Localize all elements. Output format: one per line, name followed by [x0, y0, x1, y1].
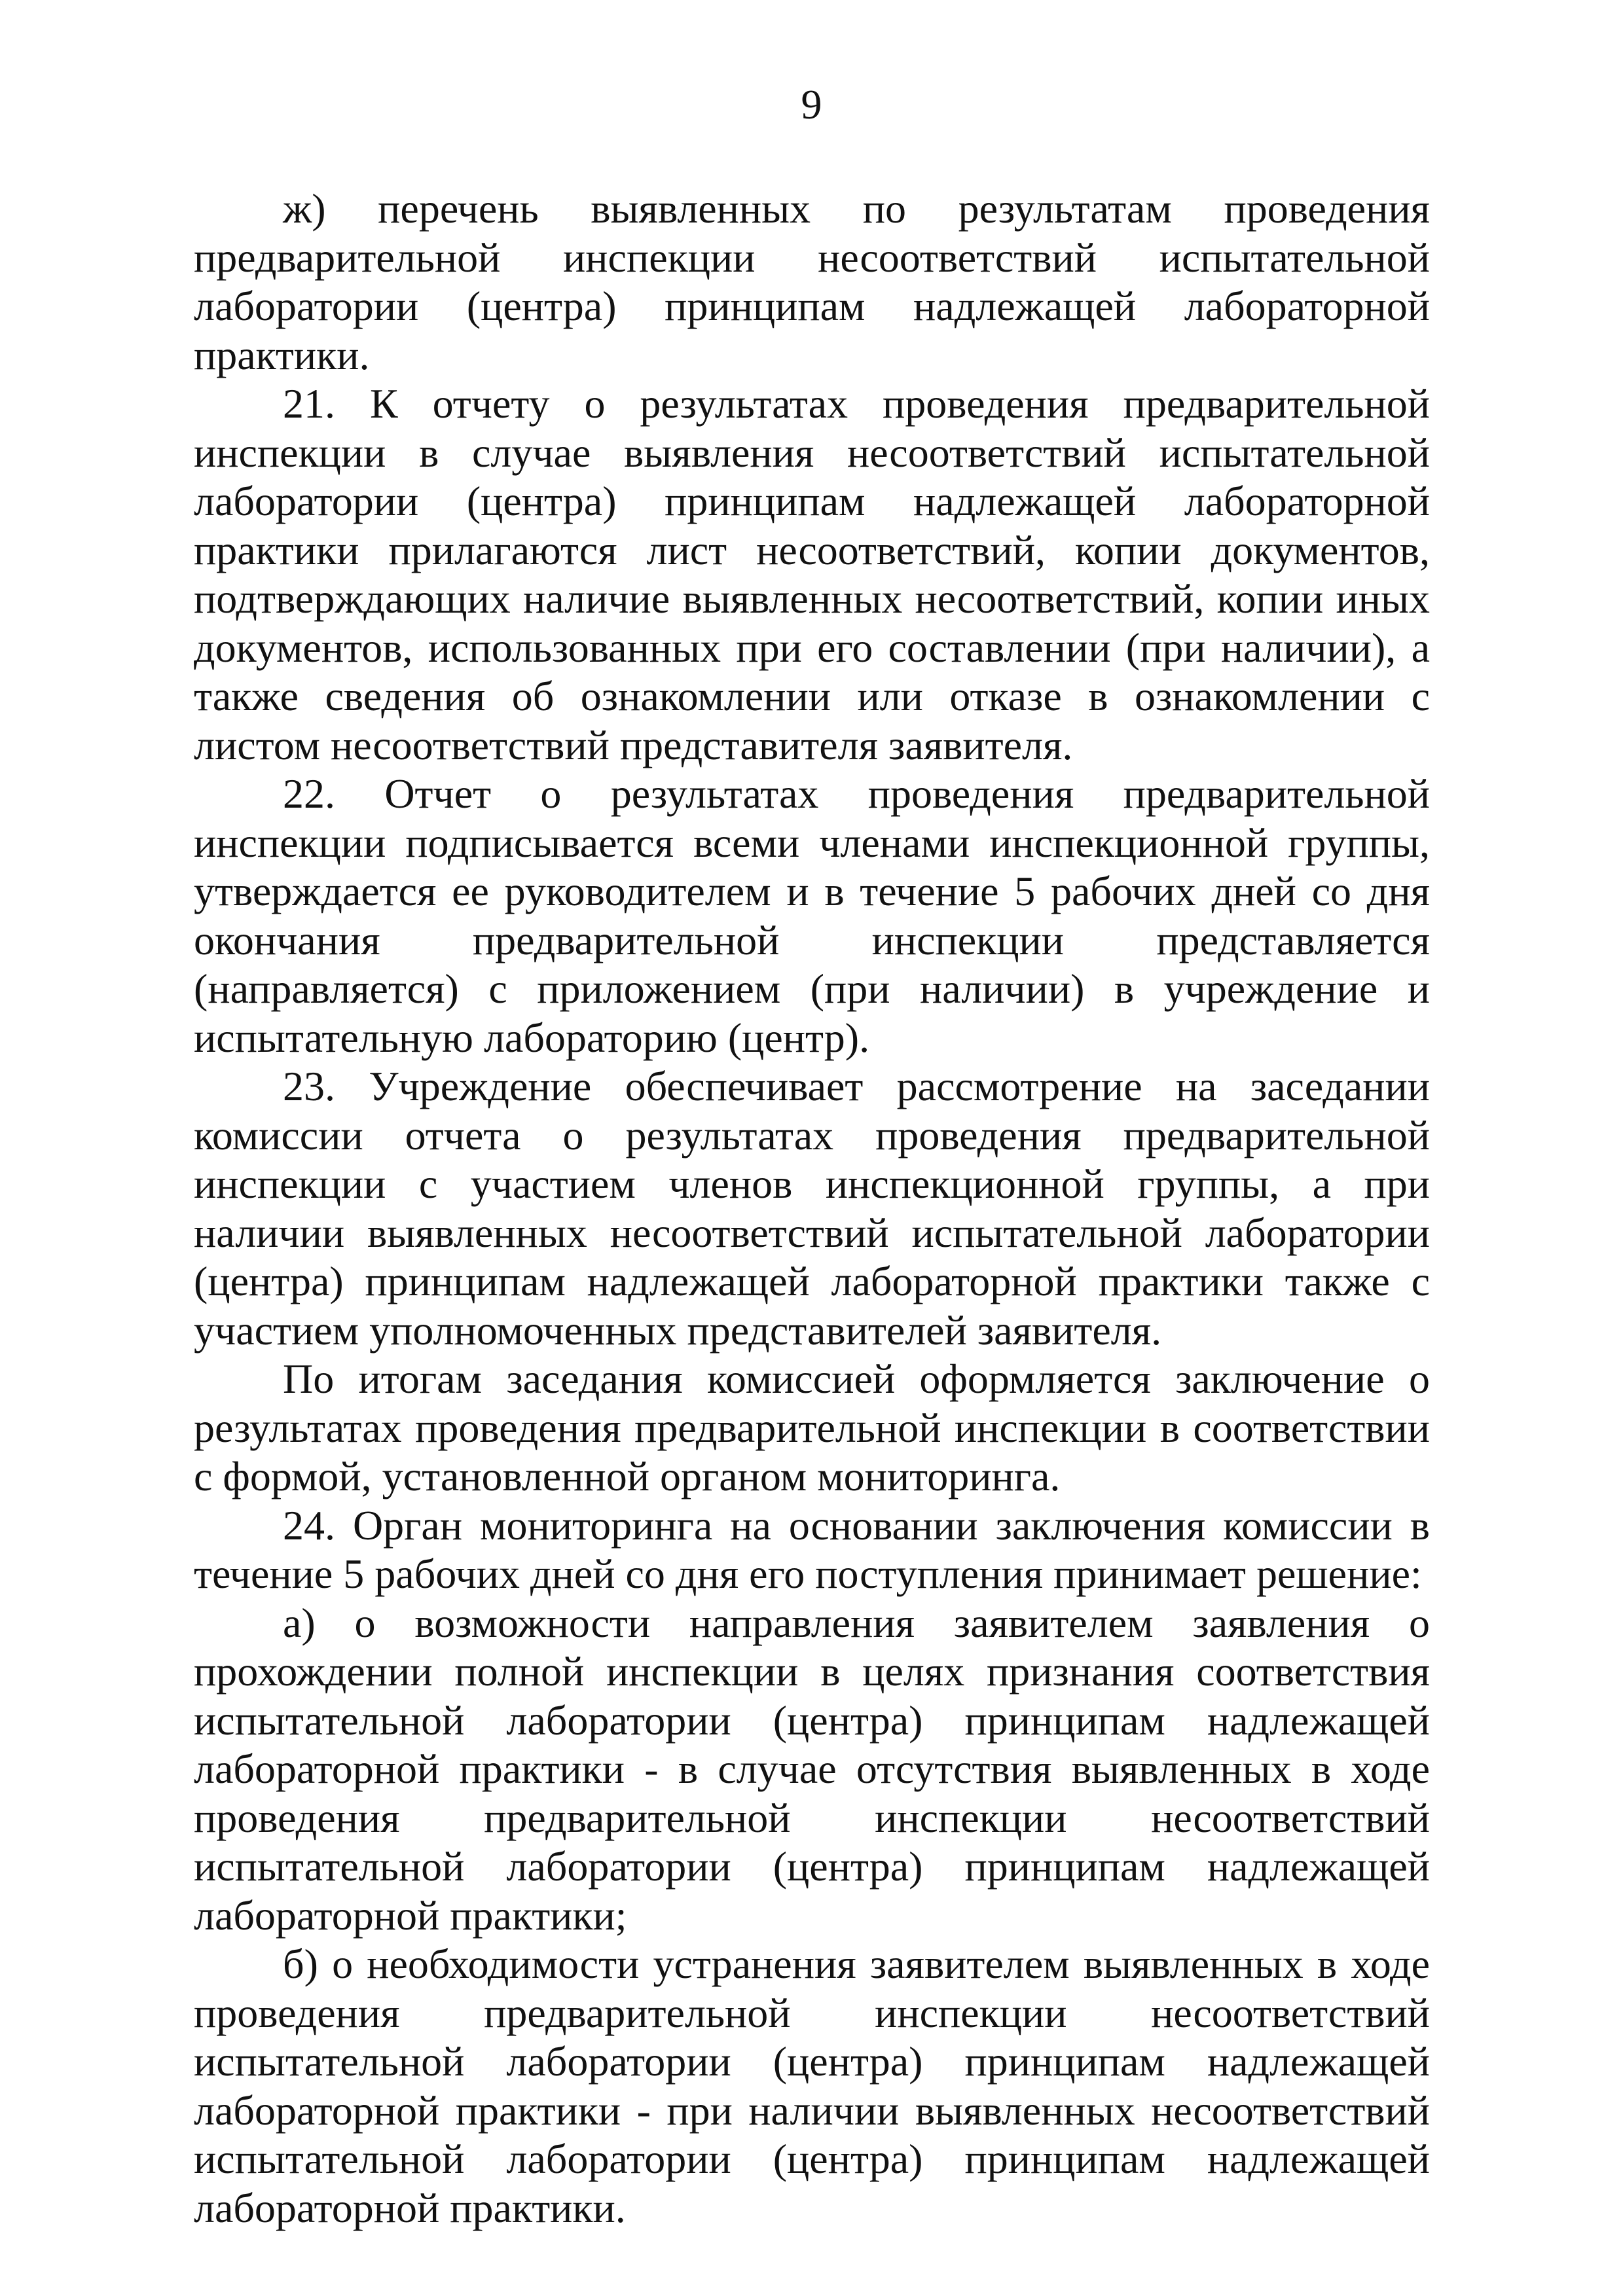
paragraph-24: 24. Орган мониторинга на основании заключения комиссии в течение 5 рабочих дней со дня его поступления принимает решение:: [194, 1501, 1430, 1597]
paragraph-item-zh: ж) перечень выявленных по результатам проведения предварительной инспекции несоответствий испытательной лаборатории (центра) принципам надлежащей лабораторной практики.: [194, 185, 1430, 378]
paragraph-23-conclusion: По итогам заседания комиссией оформляется заключение о результатах проведения предварительной инспекции в соответствии с формой, установленной органом мониторинга.: [194, 1355, 1430, 1499]
paragraph-23: 23. Учреждение обеспечивает рассмотрение на заседании комиссии отчета о результатах проведения предварительной инспекции с участием членов инспекционной группы, а при наличии выявленных несоответствий испытательной лаборатории (центра) принципам надлежащей лабораторной практики также с участием уполномоченных представителей заявителя.: [194, 1063, 1430, 1354]
paragraph-21: 21. К отчету о результатах проведения предварительной инспекции в случае выявления несоответствий испытательной лаборатории (центра) принципам надлежащей лабораторной практики прилагаются лист несоответствий, копии документов, подтверждающих наличие выявленных несоответствий, копии иных документов, использованных при его составлении (при наличии), а также сведения об ознакомлении или отказе в ознакомлении с листом несоответствий представителя заявителя.: [194, 380, 1430, 768]
paragraph-24-a: а) о возможности направления заявителем заявления о прохождении полной инспекции в целях признания соответствия испытательной лаборатории (центра) принципам надлежащей лабораторной практики - в случае отсутствия выявленных в ходе проведения предварительной инспекции несоответствий испытательной лаборатории (центра) принципам надлежащей лабораторной практики;: [194, 1599, 1430, 1939]
paragraph-22: 22. Отчет о результатах проведения предварительной инспекции подписывается всеми членами инспекционной группы, утверждается ее руководителем и в течение 5 рабочих дней со дня окончания предварительной инспекции представляется (направляется) с приложением (при наличии) в учреждение и испытательную лабораторию (центр).: [194, 770, 1430, 1061]
page-number: 9: [801, 81, 822, 128]
paragraph-24-b: б) о необходимости устранения заявителем выявленных в ходе проведения предварительной инспекции несоответствий испытательной лаборатории (центра) принципам надлежащей лабораторной практики - при наличии выявленных несоответствий испытательной лаборатории (центра) принципам надлежащей лабораторной практики.: [194, 1941, 1430, 2231]
document-body: [194, 185, 1430, 2233]
